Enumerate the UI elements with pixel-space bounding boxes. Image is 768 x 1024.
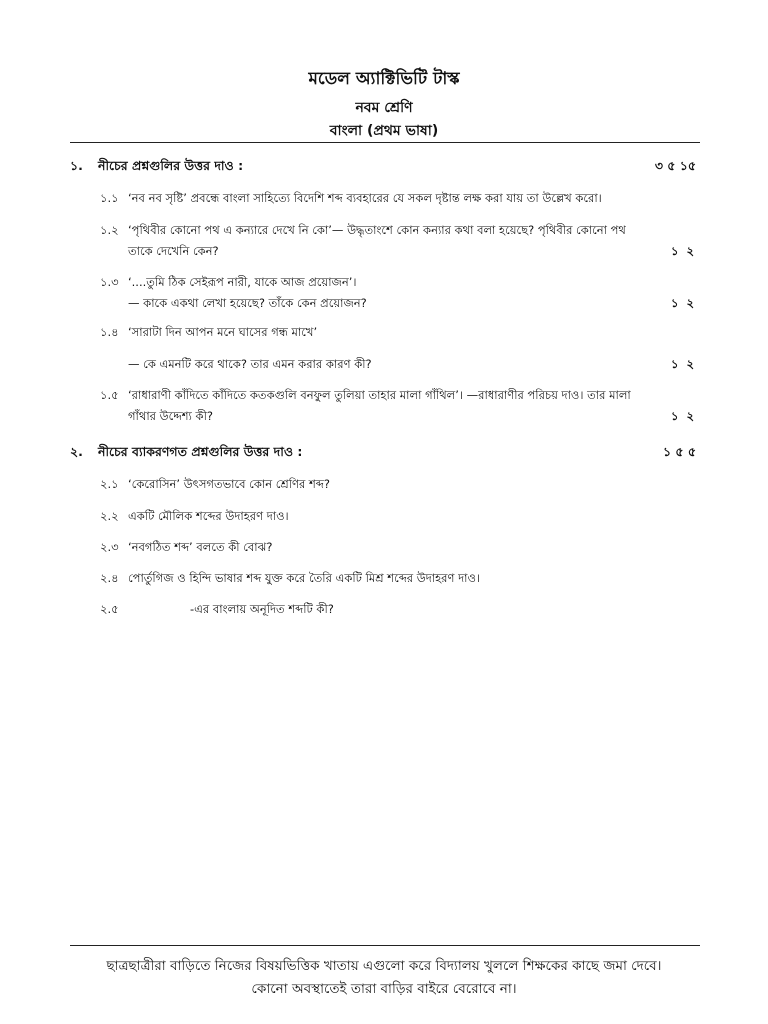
question-number: ১.৩ — [100, 275, 119, 289]
section-marks: ৩ ৫ ১৫ — [654, 158, 696, 173]
footer-warning: কোনো অবস্থাতেই তারা বাড়ির বাইরে বেরোবে না। — [251, 981, 517, 997]
class-label: নবম শ্রেণি — [355, 100, 413, 116]
question-text: ‘নবগঠিত শব্দ’ বলতে কী বোঝ? — [128, 540, 273, 554]
question-marks: ১ ২ — [671, 357, 696, 371]
section-marks: ১ ৫ ৫ — [662, 444, 696, 459]
page-title: মডেল অ্যাক্টিভিটি টাস্ক — [308, 69, 460, 89]
question-number: ২.৪ — [100, 571, 119, 585]
question-text: ‘রাধারাণী কাঁদিতে কাঁদিতে কতকগুলি বনফুল তুলিয়া তাহার মালা গাঁথিল’। —রাধারাণীর পরিচয় দাও। তার মালা — [128, 388, 631, 402]
question-text: — কাকে একথা লেখা হয়েছে? তাঁকে কেন প্রয়োজন? — [128, 296, 367, 310]
question-text: ‘পৃথিবীর কোনো পথ এ কন্যারে দেখে নি কো’— উদ্ধৃতাংশে কোন কন্যার কথা বলা হয়েছে? পৃথিবীর কোনো পথ — [128, 223, 626, 237]
question-text-continued: গাঁথার উদ্দেশ্য কী? — [128, 409, 213, 423]
subject-label: বাংলা (প্রথম ভাষা) — [329, 123, 439, 139]
question-number: ২.২ — [100, 509, 119, 523]
question-text-continued: তাকে দেখেনি কেন? — [128, 244, 219, 258]
header-divider — [70, 142, 700, 143]
section-number: ১. — [70, 158, 83, 173]
question-marks: ১ ২ — [671, 409, 696, 423]
question-number: ১.৪ — [100, 325, 119, 339]
question-text: -এর বাংলায় অনূদিত শব্দটি কী? — [190, 602, 334, 616]
section-instruction: নীচের ব্যাকরণগত প্রশ্নগুলির উত্তর দাও : — [98, 444, 303, 459]
question-text: ‘কেরোসিন’ উৎসগতভাবে কোন শ্রেণির শব্দ? — [128, 477, 330, 491]
question-text: একটি মৌলিক শব্দের উদাহরণ দাও। — [128, 509, 289, 523]
question-marks: ১ ২ — [671, 244, 696, 258]
footer-instruction: ছাত্রছাত্রীরা বাড়িতে নিজের বিষয়ভিত্তিক খাতায় এগুলো করে বিদ্যালয় খুললে শিক্ষকের কাছে জমা দেবে। — [106, 958, 662, 974]
question-text: পোর্তুগিজ ও হিন্দি ভাষার শব্দ যুক্ত করে তৈরি একটি মিশ্র শব্দের উদাহরণ দাও। — [128, 571, 481, 585]
question-marks: ১ ২ — [671, 296, 696, 310]
question-text: — কে এমনটি করে থাকে? তার এমন করার কারণ কী? — [128, 357, 372, 371]
section-number: ২. — [70, 444, 83, 459]
question-number: ২.১ — [100, 477, 119, 491]
question-number: ১.২ — [100, 223, 119, 237]
section-instruction: নীচের প্রশ্নগুলির উত্তর দাও : — [98, 158, 244, 173]
question-number: ২.৩ — [100, 540, 119, 554]
question-number: ২.৫ — [100, 602, 119, 616]
question-number: ১.১ — [100, 191, 119, 205]
question-quote: ‘....তুমি ঠিক সেইরূপ নারী, যাকে আজ প্রয়োজন’। — [128, 275, 357, 289]
footer-divider — [70, 945, 700, 946]
question-text: ‘নব নব সৃষ্টি’ প্রবন্ধে বাংলা সাহিত্যে বিদেশি শব্দ ব্যবহারের যে সকল দৃষ্টান্ত লক্ষ করা যায় তা উল্লেখ করো। — [128, 191, 602, 205]
question-number: ১.৫ — [100, 388, 119, 402]
question-quote: ‘সারাটা দিন আপন মনে ঘাসের গন্ধ মাখে’ — [128, 325, 318, 339]
